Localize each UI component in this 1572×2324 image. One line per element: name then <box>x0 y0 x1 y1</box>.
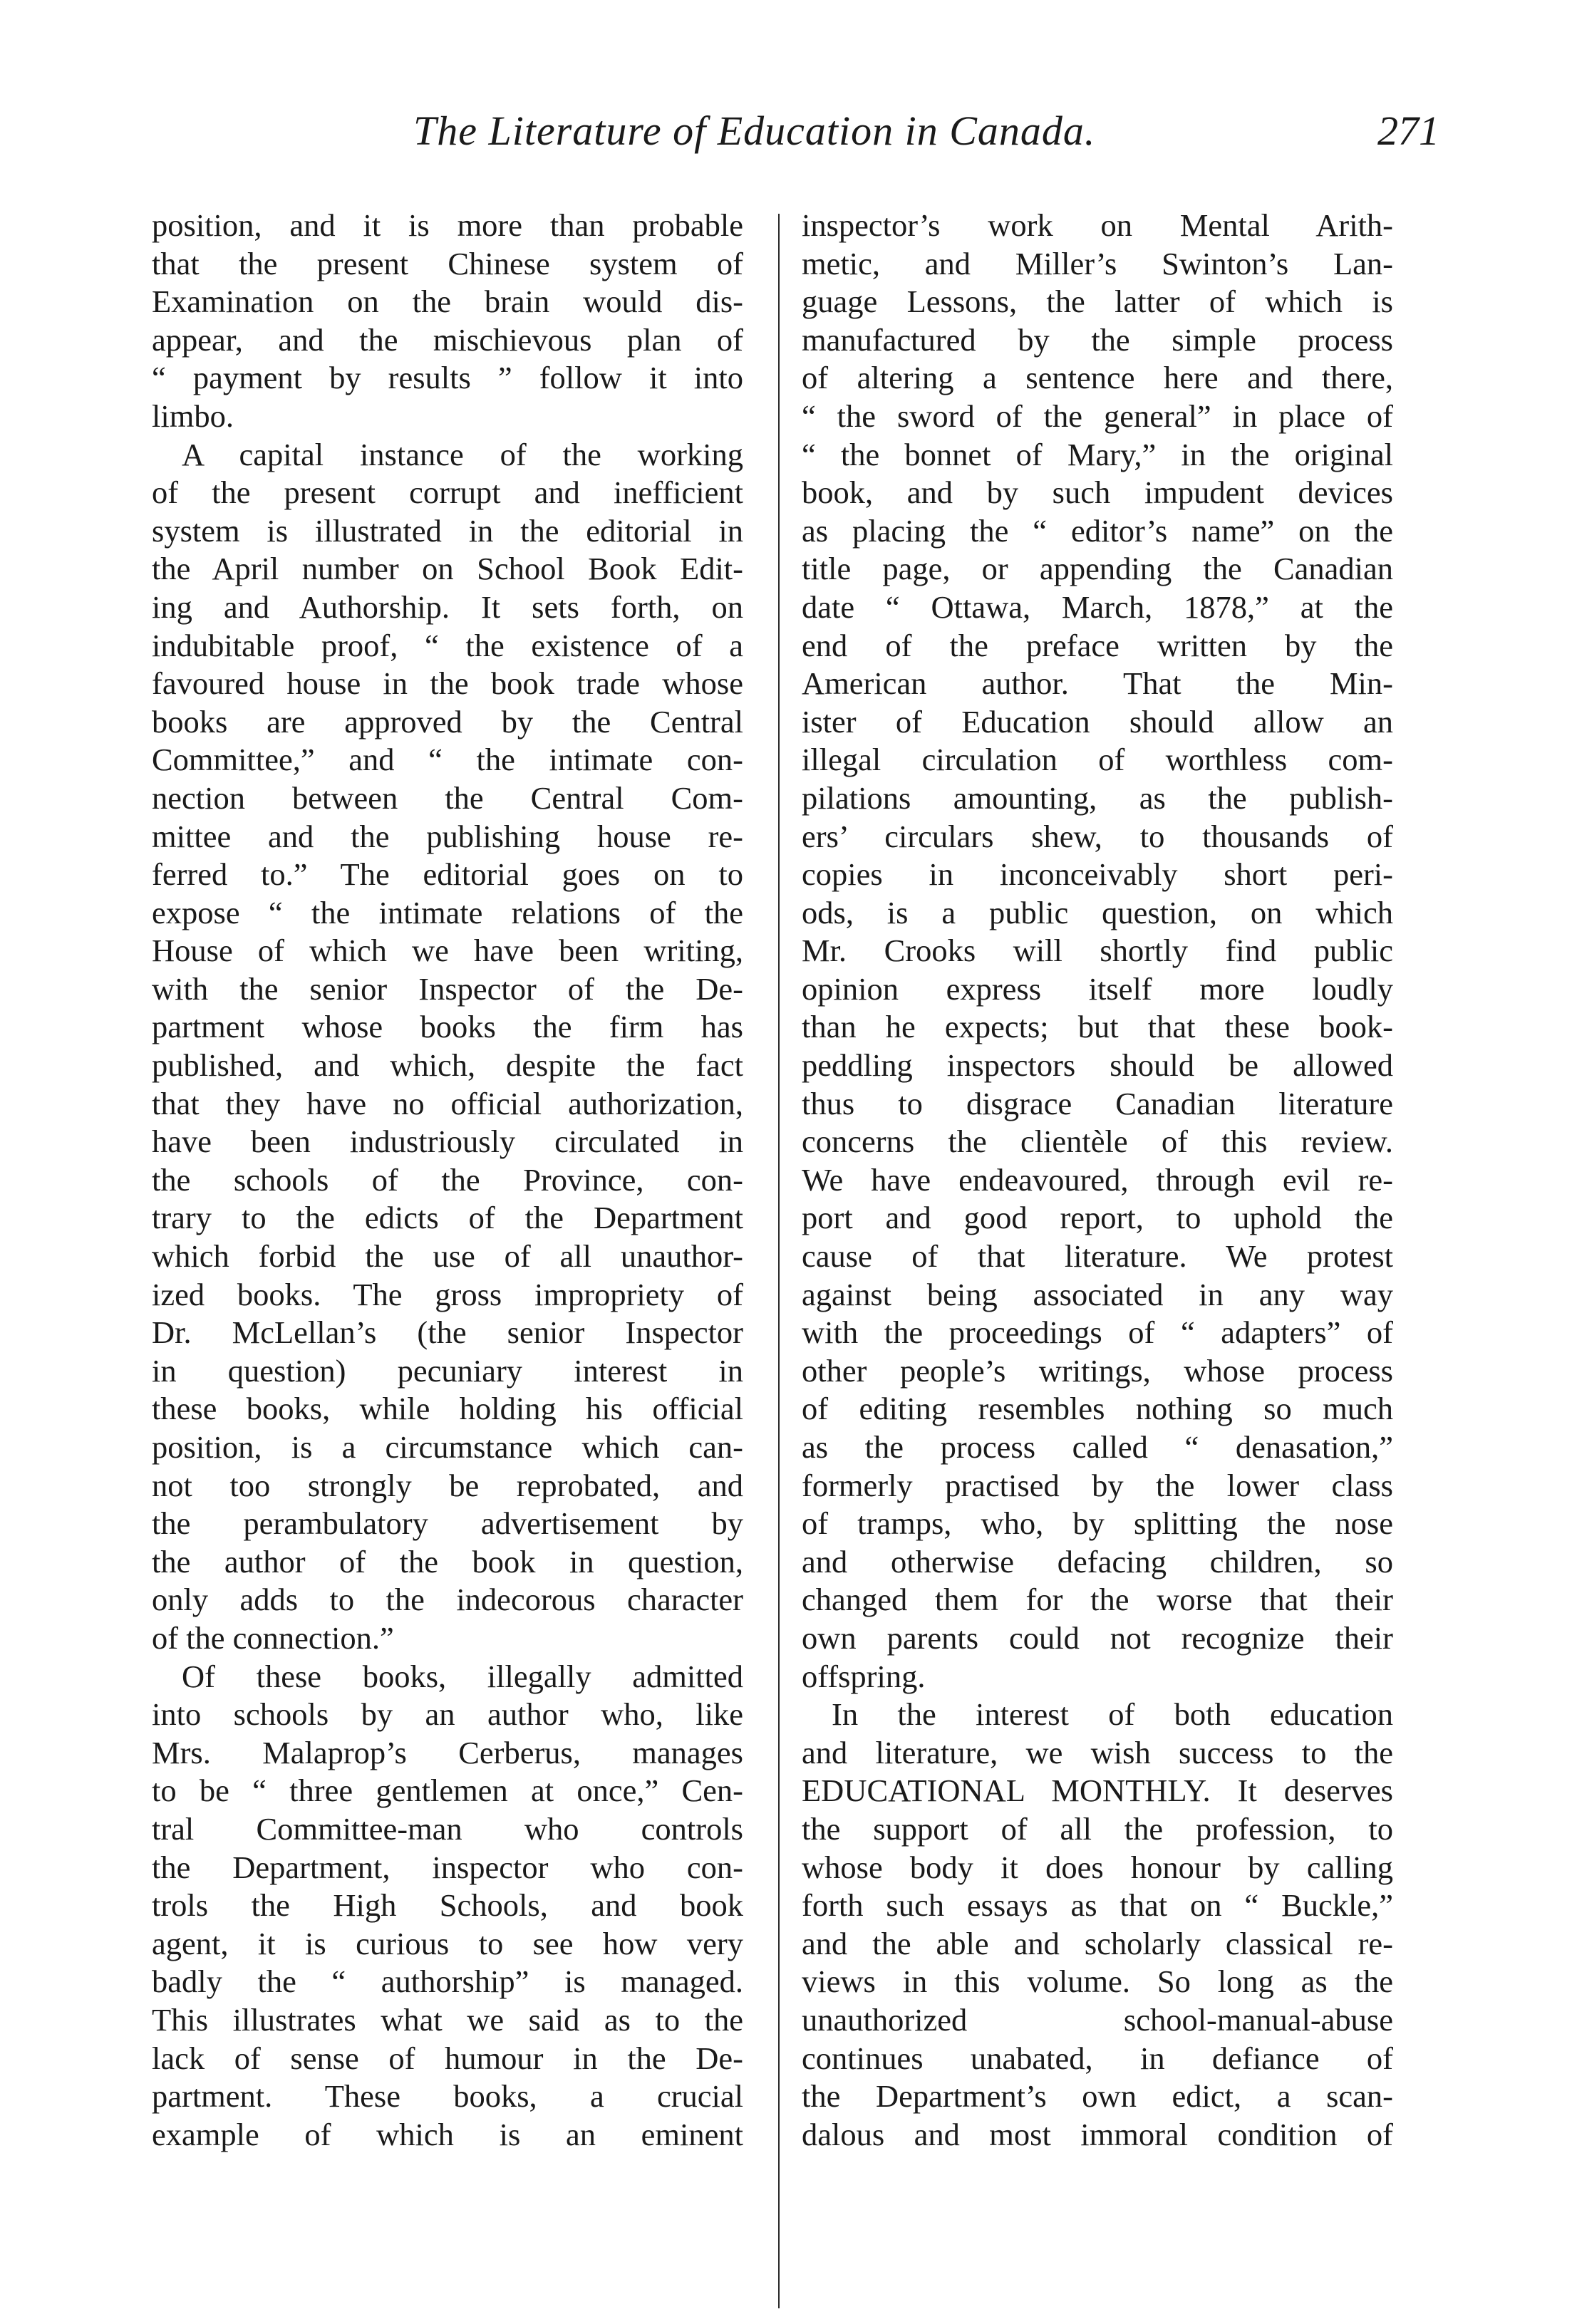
text-line: position, and it is more than probable <box>152 207 743 243</box>
text-line: position, is a circumstance which can- <box>152 1429 743 1465</box>
running-header <box>413 107 1439 164</box>
text-line: forth such essays as that on “ Buckle,” <box>802 1887 1393 1924</box>
text-line: guage Lessons, the latter of which is <box>802 284 1393 320</box>
text-line: copies in inconceivably short peri- <box>802 856 1393 893</box>
text-line: of the connection.” <box>152 1619 394 1656</box>
text-line: into schools by an author who, like <box>152 1696 743 1733</box>
text-line: trols the High Schools, and book <box>152 1887 743 1924</box>
text-line: ing and Authorship. It sets forth, on <box>152 588 743 625</box>
text-line: tral Committee-man who controls <box>152 1810 743 1847</box>
text-line: that the present Chinese system of <box>152 245 743 281</box>
text-line: nection between the Central Com- <box>152 779 743 816</box>
text-line: American author. That the Min- <box>802 665 1393 702</box>
text-line: formerly practised by the lower class <box>802 1467 1393 1503</box>
text-line: of altering a sentence here and there, <box>802 360 1393 396</box>
text-line: the support of all the profession, to <box>802 1810 1393 1847</box>
text-line: concerns the clientèle of this review. <box>802 1124 1393 1160</box>
text-line: trary to the edicts of the Department <box>152 1200 743 1236</box>
text-line: of editing resembles nothing so much <box>802 1391 1393 1427</box>
text-line: offspring. <box>802 1658 926 1694</box>
text-line: opinion express itself more loudly <box>802 970 1393 1007</box>
text-line: partment whose books the firm has <box>152 1009 743 1045</box>
text-line: book, and by such impudent devices <box>802 474 1393 511</box>
text-line: Examination on the brain would dis- <box>152 284 743 320</box>
text-line: end of the preface written by the <box>802 627 1393 663</box>
text-line: with the proceedings of “ adapters” of <box>802 1314 1393 1351</box>
right-column <box>802 207 1393 2154</box>
text-line: illegal circulation of worthless com- <box>802 742 1393 778</box>
text-line: of the present corrupt and inefficient <box>152 474 743 511</box>
text-line: In the interest of both education <box>832 1696 1393 1733</box>
text-line: thus to disgrace Canadian literature <box>802 1085 1393 1121</box>
left-column <box>152 207 743 2154</box>
text-line: Committee,” and “ the intimate con- <box>152 742 743 778</box>
text-line: badly the “ authorship” is managed. <box>152 1964 743 2000</box>
text-line: continues unabated, in defiance of <box>802 2040 1393 2076</box>
text-line: these books, while holding his official <box>152 1391 743 1427</box>
text-line: the schools of the Province, con- <box>152 1161 743 1198</box>
text-line: A capital instance of the working <box>182 436 743 472</box>
text-line: Mr. Crooks will shortly find public <box>802 933 1393 969</box>
text-line: whose body it does honour by calling <box>802 1849 1393 1885</box>
text-line: Of these books, illegally admitted <box>182 1658 743 1694</box>
text-line: books are approved by the Central <box>152 703 743 740</box>
text-line: Dr. McLellan’s (the senior Inspector <box>152 1314 743 1351</box>
text-line: Mrs. Malaprop’s Cerberus, manages <box>152 1734 743 1770</box>
running-title: The Literature of Education in Canada. <box>413 108 1096 154</box>
text-line: House of which we have been writing, <box>152 933 743 969</box>
text-line: manufactured by the simple process <box>802 321 1393 358</box>
text-line: inspector’s work on Mental Arith- <box>802 207 1393 243</box>
text-line: port and good report, to uphold the <box>802 1200 1393 1236</box>
text-line: ized books. The gross impropriety of <box>152 1276 743 1312</box>
text-line: the Department’s own edict, a scan- <box>802 2078 1393 2115</box>
text-line: and the able and scholarly classical re- <box>802 1925 1393 1961</box>
text-line: We have endeavoured, through evil re- <box>802 1161 1393 1198</box>
text-line: “ the sword of the general” in place of <box>802 398 1393 434</box>
text-line: that they have no official authorization, <box>152 1085 743 1121</box>
text-line: the April number on School Book Edit- <box>152 551 743 587</box>
text-line: than he expects; but that these book- <box>802 1009 1393 1045</box>
text-line: as the process called “ denasation,” <box>802 1429 1393 1465</box>
text-line: favoured house in the book trade whose <box>152 665 743 702</box>
text-line: ers’ circulars shew, to thousands of <box>802 818 1393 854</box>
text-line: indubitable proof, “ the existence of a <box>152 627 743 663</box>
text-line: to be “ three gentlemen at once,” Cen- <box>152 1773 743 1809</box>
text-line: the perambulatory advertisement by <box>152 1505 743 1542</box>
text-line: peddling inspectors should be allowed <box>802 1047 1393 1084</box>
text-line: system is illustrated in the editorial in <box>152 512 743 549</box>
text-line: of tramps, who, by splitting the nose <box>802 1505 1393 1542</box>
text-line: which forbid the use of all unauthor- <box>152 1238 743 1275</box>
text-line: mittee and the publishing house re- <box>152 818 743 854</box>
text-line: dalous and most immoral condition of <box>802 2116 1393 2152</box>
column-divider <box>778 214 780 2308</box>
text-line: own parents could not recognize their <box>802 1619 1393 1656</box>
text-line: ister of Education should allow an <box>802 703 1393 740</box>
text-line: example of which is an eminent <box>152 2116 743 2152</box>
text-line: pilations amounting, as the publish- <box>802 779 1393 816</box>
text-line: expose “ the intimate relations of the <box>152 894 743 930</box>
text-line: in question) pecuniary interest in <box>152 1352 743 1389</box>
text-line: published, and which, despite the fact <box>152 1047 743 1084</box>
text-line: cause of that literature. We protest <box>802 1238 1393 1275</box>
text-line: against being associated in any way <box>802 1276 1393 1312</box>
text-line: changed them for the worse that their <box>802 1582 1393 1618</box>
text-line: date “ Ottawa, March, 1878,” at the <box>802 588 1393 625</box>
text-line: “ payment by results ” follow it into <box>152 360 743 396</box>
text-line: the Department, inspector who con- <box>152 1849 743 1885</box>
text-line: This illustrates what we said as to the <box>152 2001 743 2038</box>
text-line: lack of sense of humour in the De- <box>152 2040 743 2076</box>
text-line: views in this volume. So long as the <box>802 1964 1393 2000</box>
text-line: partment. These books, a crucial <box>152 2078 743 2115</box>
text-line: have been industriously circulated in <box>152 1124 743 1160</box>
text-line: ods, is a public question, on which <box>802 894 1393 930</box>
text-line: the author of the book in question, <box>152 1543 743 1579</box>
text-line: agent, it is curious to see how very <box>152 1925 743 1961</box>
text-line: other people’s writings, whose process <box>802 1352 1393 1389</box>
text-line: title page, or appending the Canadian <box>802 551 1393 587</box>
text-line: as placing the “ editor’s name” on the <box>802 512 1393 549</box>
text-line: ferred to.” The editorial goes on to <box>152 856 743 893</box>
text-line: only adds to the indecorous character <box>152 1582 743 1618</box>
text-line: with the senior Inspector of the De- <box>152 970 743 1007</box>
text-line: appear, and the mischievous plan of <box>152 321 743 358</box>
text-line: unauthorized school-manual-abuse <box>802 2001 1393 2038</box>
page-number: 271 <box>1377 108 1439 154</box>
text-line: limbo. <box>152 398 234 434</box>
text-line: “ the bonnet of Mary,” in the original <box>802 436 1393 472</box>
text-line: metic, and Miller’s Swinton’s Lan- <box>802 245 1393 281</box>
text-line: and otherwise defacing children, so <box>802 1543 1393 1579</box>
text-line: and literature, we wish success to the <box>802 1734 1393 1770</box>
text-line: EDUCATIONAL MONTHLY. It deserves <box>802 1773 1393 1809</box>
text-line: not too strongly be reprobated, and <box>152 1467 743 1503</box>
